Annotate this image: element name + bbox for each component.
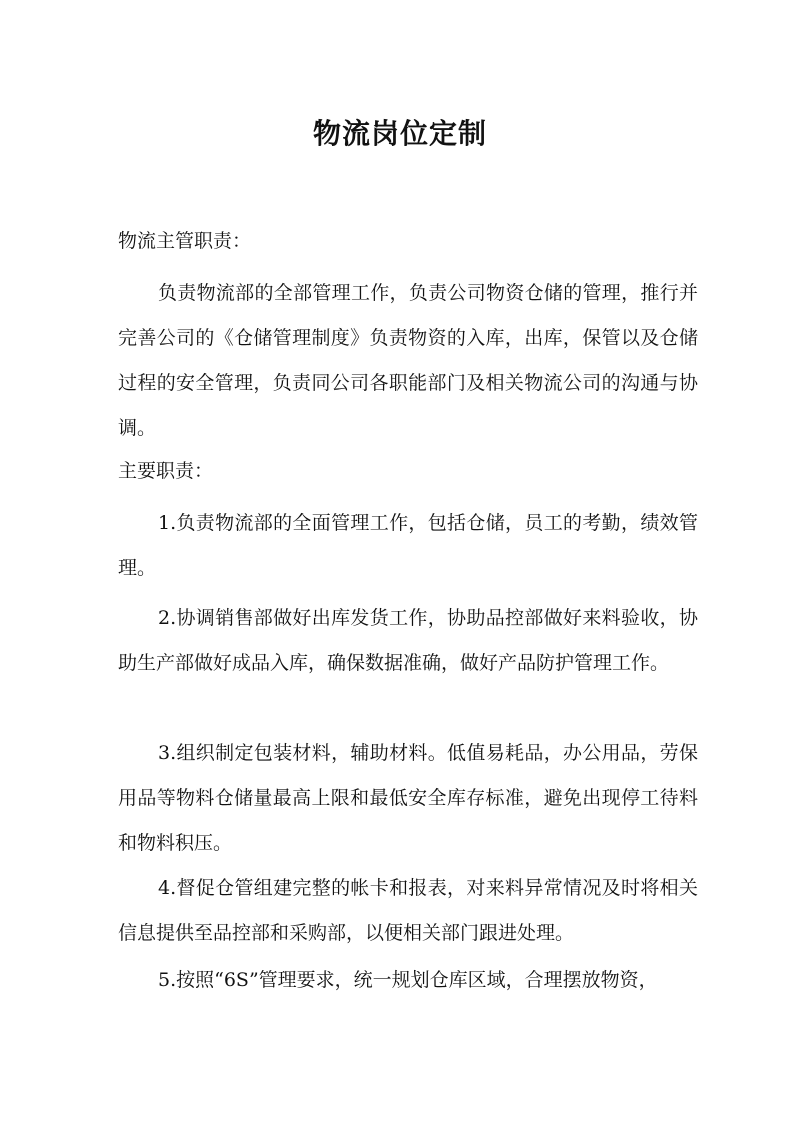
duty-item-5: 5.按照“6S”管理要求，统一规划仓库区域，合理摆放物资， (158, 969, 658, 991)
page-title: 物流岗位定制 (312, 117, 487, 150)
duty-item-3: 3.组织制定包装材料，辅助材料。低值易耗品，办公用品，劳保用品等物料仓储量最高上限和最低安全库存标准，避免出现停工待料和物料积压。 (118, 742, 698, 854)
duty-item-1: 1.负责物流部的全面管理工作，包括仓储，员工的考勤，绩效管理。 (118, 512, 698, 579)
duty-item-4: 4.督促仓管组建完整的帐卡和报表，对来料异常情况及时将相关信息提供至品控部和采购部，以便相关部门跟进处理。 (118, 877, 698, 944)
duties-heading: 主要职责： (118, 460, 214, 482)
intro-paragraph: 负责物流部的全部管理工作，负责公司物资仓储的管理，推行并完善公司的《仓储管理制度》负责物资的入库，出库，保管以及仓储过程的安全管理，负责同公司各职能部门及相关物流公司的沟通与协调。 (118, 282, 698, 439)
section-heading: 物流主管职责： (118, 230, 252, 252)
duty-item-2: 2.协调销售部做好出库发货工作，协助品控部做好来料验收，协助生产部做好成品入库，确保数据准确，做好产品防护管理工作。 (118, 607, 698, 674)
